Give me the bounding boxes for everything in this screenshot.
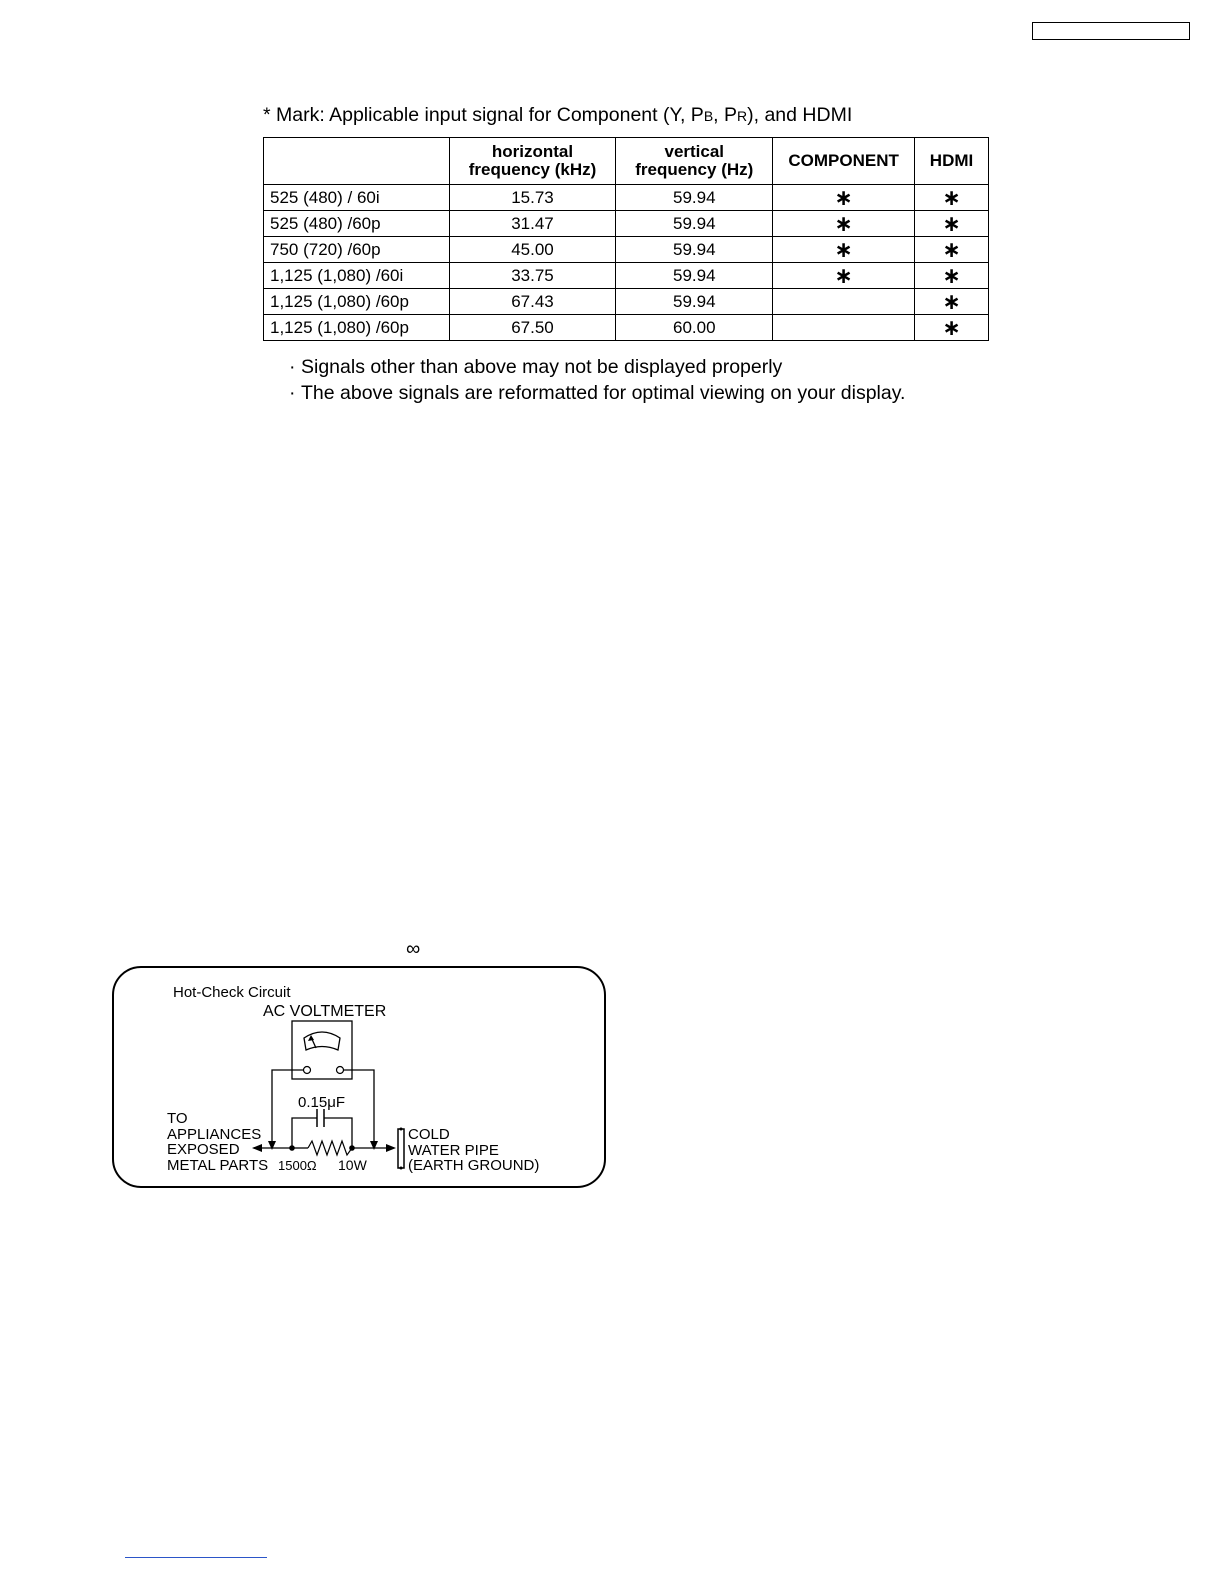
hot-check-circuit-diagram: [112, 966, 606, 1188]
hdmi-mark-cell: ∗: [915, 289, 989, 315]
signal-cell: 750 (720) /60p: [264, 237, 450, 263]
header-vertical-frequency: vertical frequency (Hz): [616, 138, 773, 185]
signal-cell: 1,125 (1,080) /60i: [264, 263, 450, 289]
hdmi-mark-cell: ∗: [915, 315, 989, 341]
component-mark-cell: ∗: [773, 185, 915, 211]
vertical-frequency-cell: 59.94: [616, 211, 773, 237]
arrow-right-icon: [386, 1144, 396, 1152]
input-signal-table: [263, 137, 989, 341]
header-blank: [264, 138, 450, 185]
wattage-label: 10W: [338, 1157, 367, 1173]
component-mark-cell: [773, 315, 915, 341]
table-row: [264, 263, 989, 289]
component-mark-cell: ∗: [773, 263, 915, 289]
left-label-line: EXPOSED: [167, 1141, 240, 1158]
component-mark-cell: ∗: [773, 237, 915, 263]
bullet-icon: ·: [289, 382, 296, 404]
signal-cell: 525 (480) /60p: [264, 211, 450, 237]
footer-link-underline[interactable]: [125, 1557, 267, 1558]
bullet-icon: ·: [289, 356, 296, 378]
header-component: COMPONENT: [773, 138, 915, 185]
hdmi-mark-cell: ∗: [915, 237, 989, 263]
note-item: · Signals other than above may not be displayed properly: [289, 356, 783, 378]
component-mark-cell: [773, 289, 915, 315]
note-item: · The above signals are reformatted for optimal viewing on your display.: [289, 382, 906, 404]
vertical-frequency-cell: 59.94: [616, 237, 773, 263]
table-row: [264, 289, 989, 315]
horizontal-frequency-cell: 33.75: [449, 263, 616, 289]
header-horizontal-frequency: horizontal frequency (kHz): [449, 138, 616, 185]
left-label-line: METAL PARTS: [167, 1157, 269, 1174]
capacitor-label: 0.15μF: [298, 1094, 345, 1111]
meter-label: AC VOLTMETER: [263, 1003, 387, 1020]
right-label-line: COLD: [408, 1126, 450, 1143]
horizontal-frequency-cell: 67.50: [449, 315, 616, 341]
horizontal-frequency-cell: 31.47: [449, 211, 616, 237]
horizontal-frequency-cell: 67.43: [449, 289, 616, 315]
right-label-line: WATER PIPE: [408, 1142, 499, 1159]
vertical-frequency-cell: 59.94: [616, 289, 773, 315]
hdmi-mark-cell: ∗: [915, 211, 989, 237]
left-label-line: TO: [167, 1110, 188, 1127]
signal-cell: 1,125 (1,080) /60p: [264, 289, 450, 315]
water-pipe-icon: [398, 1128, 404, 1170]
infinity-symbol: ∞: [406, 938, 421, 960]
vertical-frequency-cell: 60.00: [616, 315, 773, 341]
hdmi-mark-cell: ∗: [915, 263, 989, 289]
resistor-icon: [308, 1141, 352, 1155]
horizontal-frequency-cell: 45.00: [449, 237, 616, 263]
hdmi-mark-cell: ∗: [915, 185, 989, 211]
horizontal-frequency-cell: 15.73: [449, 185, 616, 211]
component-mark-cell: ∗: [773, 211, 915, 237]
table-header-row: [264, 138, 989, 185]
table-row: [264, 315, 989, 341]
page-header-box: [1032, 22, 1190, 40]
table-caption: * Mark: Applicable input signal for Component (Y, PB, PR), and HDMI: [263, 104, 853, 126]
arrow-down-icon: [370, 1141, 378, 1150]
junction-node: [289, 1145, 295, 1151]
table-row: [264, 211, 989, 237]
circuit-title: Hot-Check Circuit: [173, 984, 291, 1001]
vertical-frequency-cell: 59.94: [616, 263, 773, 289]
table-row: [264, 185, 989, 211]
left-label-line: APPLIANCES: [167, 1126, 262, 1143]
vertical-frequency-cell: 59.94: [616, 185, 773, 211]
header-hdmi: HDMI: [915, 138, 989, 185]
signal-cell: 525 (480) / 60i: [264, 185, 450, 211]
arrow-down-icon: [268, 1141, 276, 1150]
right-label-line: (EARTH GROUND): [408, 1157, 540, 1174]
signal-cell: 1,125 (1,080) /60p: [264, 315, 450, 341]
capacitor-icon: [317, 1109, 324, 1127]
resistor-label: 1500Ω: [278, 1158, 317, 1173]
arrow-left-icon: [252, 1144, 262, 1152]
table-row: [264, 237, 989, 263]
